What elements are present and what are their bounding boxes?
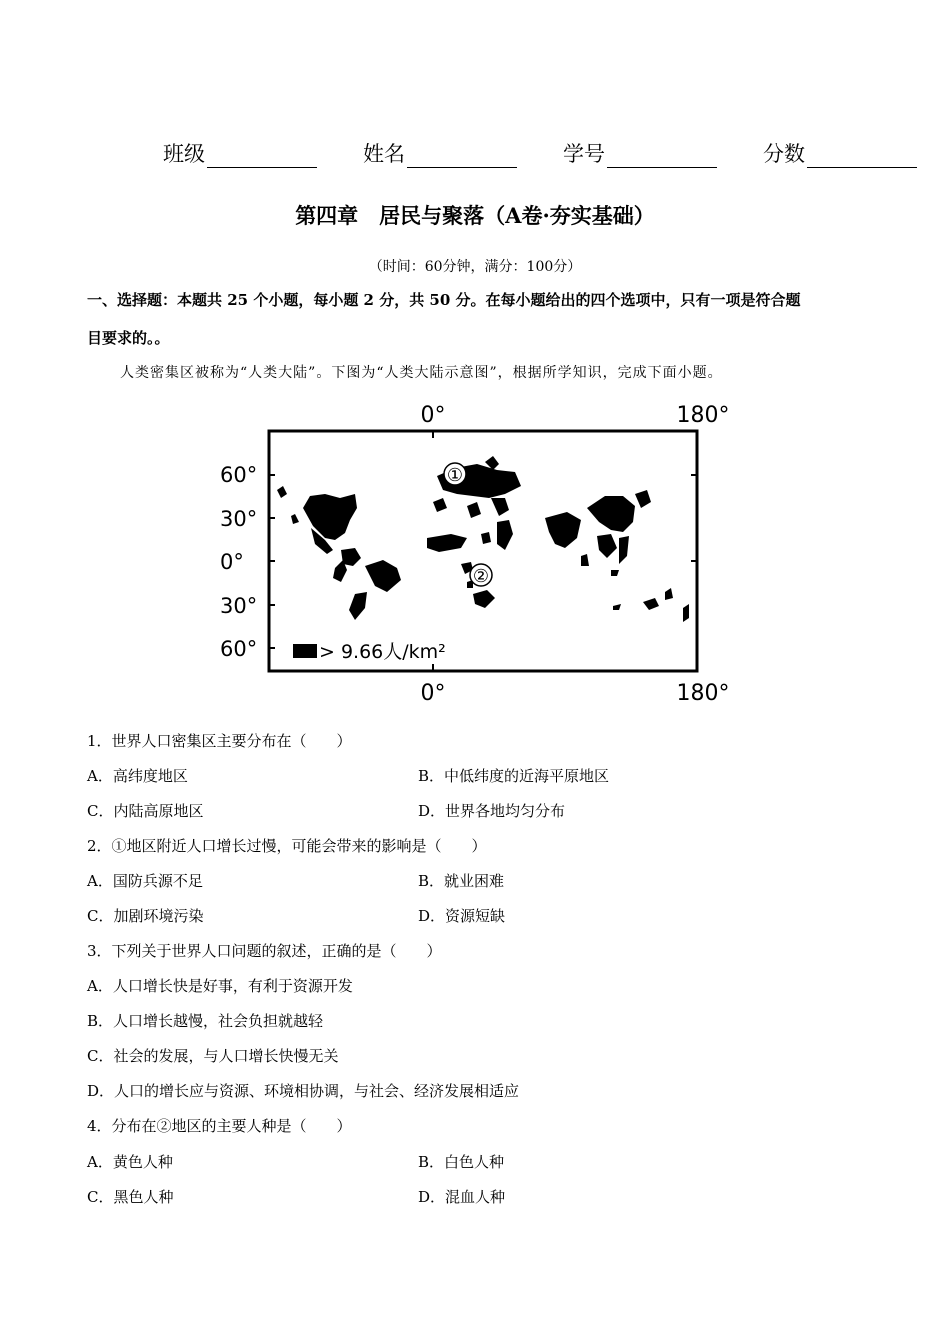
question-3-stem: 3．下列关于世界人口问题的叙述，正确的是（ ） — [87, 942, 442, 960]
id-field[interactable] — [563, 138, 717, 168]
dense-population-regions — [277, 456, 689, 658]
score-label: 分数 — [763, 142, 805, 166]
question-4-option-a[interactable]: A．黄色人种 — [87, 1153, 173, 1171]
question-4-option-d[interactable]: D．混血人种 — [418, 1188, 506, 1206]
class-blank[interactable] — [207, 145, 317, 168]
question-3-option-a[interactable]: A．人口增长快是好事，有利于资源开发 — [87, 977, 353, 995]
lat-label-0: 0° — [220, 550, 244, 574]
population-map — [215, 398, 745, 708]
name-label: 姓名 — [363, 142, 405, 166]
marker-1 — [444, 463, 466, 486]
question-1-option-c[interactable]: C．内陆高原地区 — [87, 802, 204, 820]
question-3-option-b[interactable]: B．人口增长越慢，社会负担就越轻 — [87, 1012, 324, 1030]
name-field[interactable] — [363, 138, 517, 168]
section-heading-line1: 一、选择题：本题共 25 个小题，每小题 2 分，共 50 分。在每小题给出的四个选项中，只有一项是符合题 — [87, 291, 801, 309]
id-blank[interactable] — [607, 145, 717, 168]
question-4-option-c[interactable]: C．黑色人种 — [87, 1188, 174, 1206]
marker-1-label: ① — [446, 465, 464, 486]
id-label: 学号 — [563, 142, 605, 166]
population-map-figure — [215, 398, 745, 712]
question-1-option-a[interactable]: A．高纬度地区 — [87, 767, 188, 785]
marker-2 — [470, 564, 492, 587]
lon-top-180: 180° — [676, 403, 730, 428]
student-info-header — [163, 138, 917, 168]
score-field[interactable] — [763, 138, 917, 168]
question-2-stem: 2．①地区附近人口增长过慢，可能会带来的影响是（ ） — [87, 837, 487, 855]
question-2-option-d[interactable]: D．资源短缺 — [418, 907, 506, 925]
map-legend-label: > 9.66人/km² — [319, 641, 446, 663]
question-1-option-d[interactable]: D．世界各地均匀分布 — [418, 802, 566, 820]
section-heading-line2: 目要求的。。 — [87, 329, 170, 347]
lon-bottom-0: 0° — [420, 681, 446, 706]
question-2-option-b[interactable]: B．就业困难 — [418, 872, 505, 890]
class-field[interactable] — [163, 138, 317, 168]
marker-2-label: ② — [472, 566, 490, 587]
question-3-option-c[interactable]: C．社会的发展，与人口增长快慢无关 — [87, 1047, 339, 1065]
name-blank[interactable] — [407, 145, 517, 168]
lon-top-0: 0° — [420, 403, 446, 428]
intro-text: 人类密集区被称为“人类大陆”。下图为“人类大陆示意图”，根据所学知识，完成下面小题。 — [120, 365, 723, 381]
class-label: 班级 — [163, 142, 205, 166]
score-blank[interactable] — [807, 145, 917, 168]
question-2-option-a[interactable]: A．国防兵源不足 — [87, 872, 203, 890]
lat-label-30n: 30° — [220, 507, 258, 531]
lat-label-60n: 60° — [220, 463, 258, 487]
page-title: 第四章 居民与聚落（A卷·夯实基础） — [295, 203, 655, 228]
question-4-stem: 4．分布在②地区的主要人种是（ ） — [87, 1117, 352, 1135]
page-subtitle: （时间：60分钟，满分：100分） — [368, 259, 582, 275]
lat-label-60s: 60° — [220, 637, 258, 661]
question-3-option-d[interactable]: D．人口的增长应与资源、环境相协调，与社会、经济发展相适应 — [87, 1082, 520, 1100]
question-1-stem: 1．世界人口密集区主要分布在（ ） — [87, 732, 352, 750]
question-4-option-b[interactable]: B．白色人种 — [418, 1153, 505, 1171]
lat-label-30s: 30° — [220, 594, 258, 618]
lon-bottom-180: 180° — [676, 681, 730, 706]
question-2-option-c[interactable]: C．加剧环境污染 — [87, 907, 204, 925]
question-1-option-b[interactable]: B．中低纬度的近海平原地区 — [418, 767, 610, 785]
